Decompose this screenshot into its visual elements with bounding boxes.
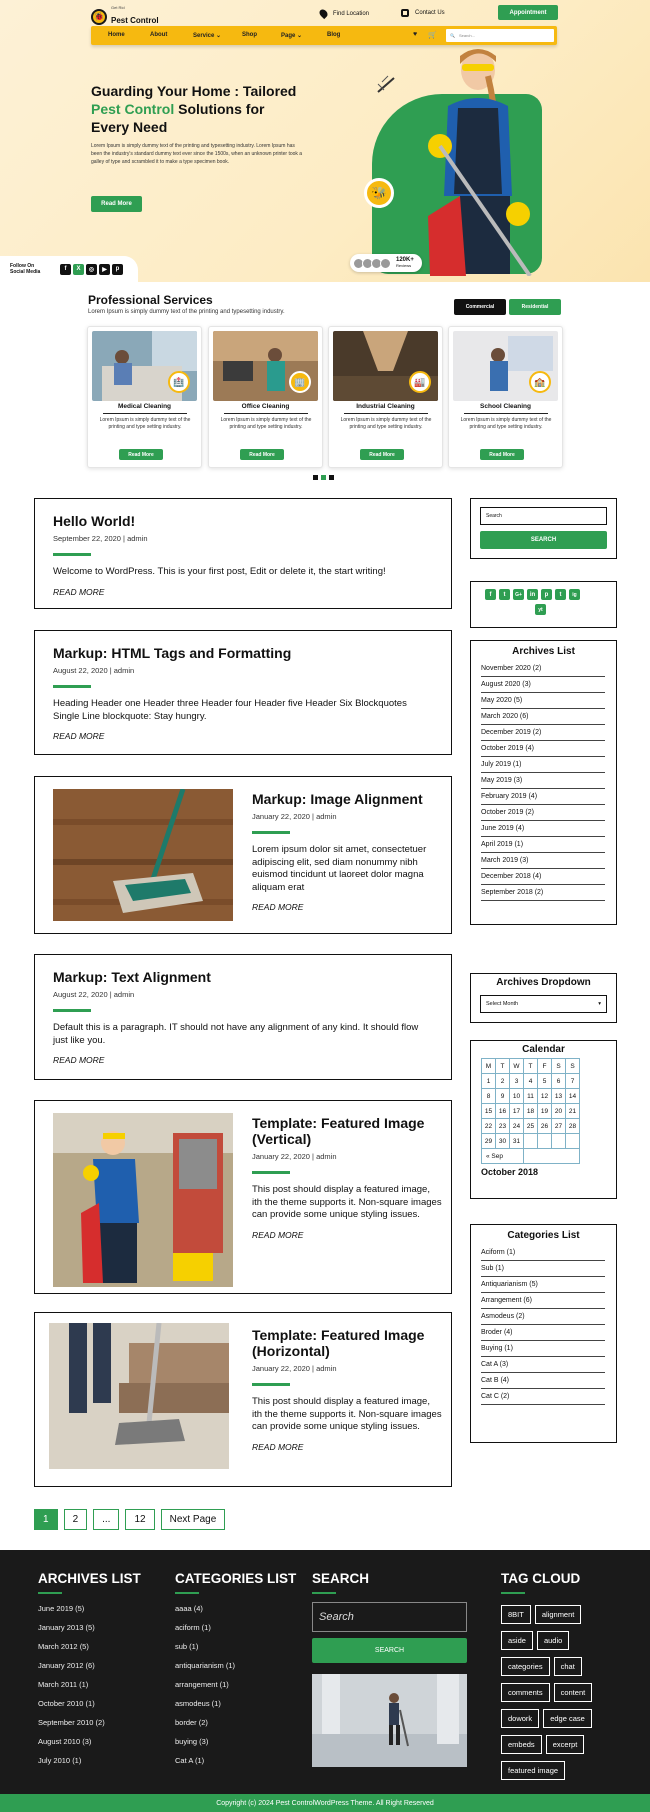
category-link[interactable]: Broder (4) — [481, 1325, 605, 1341]
chevron-down-icon: ⌄ — [297, 33, 303, 39]
service-card-title: Office Cleaning — [241, 403, 290, 410]
category-link[interactable]: Cat C (2) — [481, 1389, 605, 1405]
footer-search-input[interactable]: Search — [312, 1602, 467, 1632]
calendar-day: 10 — [510, 1089, 524, 1104]
service-card-desc: Lorem Ipsum is simply dummy text of the printing and type setting industry. — [340, 417, 432, 430]
school-icon: 🏫 — [529, 371, 551, 393]
archive-link[interactable]: April 2019 (1) — [481, 837, 605, 853]
service-read-more-button[interactable]: Read More — [119, 449, 163, 460]
archive-link[interactable]: May 2019 (3) — [481, 773, 605, 789]
hero-read-more-button[interactable]: Read More — [91, 196, 142, 212]
service-card-title: School Cleaning — [480, 403, 531, 410]
footer-archives-title: ARCHIVES LIST — [38, 1571, 141, 1586]
pinterest-icon[interactable]: p — [541, 589, 552, 600]
service-card-school — [448, 326, 563, 468]
hero-title-highlight: Pest Control — [91, 101, 175, 117]
footer-divider — [312, 1592, 336, 1594]
post-image-vertical — [53, 1113, 233, 1287]
calendar-day: 14 — [566, 1089, 580, 1104]
tag-link[interactable]: alignment — [535, 1605, 582, 1624]
service-card-office — [208, 326, 323, 468]
reviews-count: 120K+ — [396, 257, 414, 263]
social-icons-row-2 — [535, 604, 546, 615]
footer-cleaning-image — [312, 1674, 467, 1767]
calendar-month: October 2018 — [481, 1167, 539, 1177]
tag-link[interactable]: dowork — [501, 1709, 539, 1728]
sidebar-categories-widget — [470, 1224, 617, 1443]
footer-categories-list — [175, 1604, 296, 1765]
read-more-link[interactable]: READ MORE — [252, 1229, 304, 1240]
building-icon: 🏥 — [168, 371, 190, 393]
carousel-dot-active[interactable] — [321, 475, 326, 480]
post-meta: August 22, 2020 | admin — [53, 666, 135, 675]
service-card-medical — [87, 326, 202, 468]
phone-icon — [401, 9, 409, 17]
footer-category-link[interactable]: antiquarianism (1) — [175, 1661, 236, 1670]
footer-archive-link[interactable]: June 2019 (5) — [38, 1604, 85, 1613]
divider — [464, 413, 548, 414]
archive-link[interactable]: August 2020 (3) — [481, 677, 605, 693]
sidebar-search-input[interactable]: Search — [480, 507, 607, 525]
tag-link[interactable]: aside — [501, 1631, 533, 1650]
divider — [224, 413, 308, 414]
post-title[interactable]: Template: Featured Image (Horizontal) — [252, 1327, 425, 1359]
category-link[interactable]: Buying (1) — [481, 1341, 605, 1357]
footer-archive-link[interactable]: August 2010 (3) — [38, 1737, 92, 1746]
footer-archive-link[interactable]: July 2010 (1) — [38, 1756, 82, 1765]
categories-list — [471, 1245, 616, 1405]
post-excerpt: This post should display a featured image, ith the theme supports it. Non-square images can provide some unique styling issues. — [252, 1396, 442, 1432]
post-meta: January 22, 2020 | admin — [252, 1152, 337, 1161]
footer-tags-title: TAG CLOUD — [501, 1571, 581, 1586]
archive-link[interactable]: October 2019 (4) — [481, 741, 605, 757]
tumblr-icon[interactable]: t — [555, 589, 566, 600]
archives-list — [471, 661, 616, 901]
read-more-link[interactable]: READ MORE — [53, 731, 105, 741]
tag-link[interactable]: featured image — [501, 1761, 565, 1780]
nav-page[interactable] — [281, 32, 302, 39]
footer-category-link[interactable]: sub (1) — [175, 1642, 199, 1651]
page-12-button[interactable]: 12 — [125, 1509, 154, 1530]
twitter-icon[interactable]: t — [499, 589, 510, 600]
pagination — [34, 1509, 225, 1530]
avatar — [380, 258, 391, 269]
category-link[interactable]: Aciform (1) — [481, 1245, 605, 1261]
read-more-link[interactable]: READ MORE — [252, 1441, 304, 1452]
footer-category-link[interactable]: aaaa (4) — [175, 1604, 203, 1613]
categories-title: Categories List — [507, 1230, 580, 1241]
calendar-weekday: F — [538, 1059, 552, 1074]
footer-divider — [501, 1592, 525, 1594]
post-card — [34, 1100, 452, 1294]
read-more-link[interactable]: READ MORE — [53, 586, 105, 597]
divider — [103, 413, 187, 414]
calendar-day: 27 — [552, 1119, 566, 1134]
linkedin-icon[interactable]: in — [527, 589, 538, 600]
nav-page-label: Page — [281, 33, 296, 39]
calendar-weekday: M — [482, 1059, 496, 1074]
calendar-day: 28 — [566, 1119, 580, 1134]
calendar-weekday: S — [566, 1059, 580, 1074]
copyright-bar: Copyright (c) 2024 Pest ControlWordPress Theme. All Right Reserved — [0, 1794, 650, 1812]
calendar-day: 23 — [496, 1119, 510, 1134]
calendar-day: 7 — [566, 1074, 580, 1089]
archives-title: Archives List — [512, 646, 575, 657]
post-title[interactable]: Markup: HTML Tags and Formatting — [53, 645, 292, 661]
calendar-day — [552, 1134, 566, 1149]
calendar-day: 30 — [496, 1134, 510, 1149]
post-image-horizontal — [49, 1323, 229, 1469]
read-more-link[interactable]: READ MORE — [252, 902, 304, 912]
nav-service[interactable] — [193, 32, 221, 39]
sidebar-search-widget — [470, 498, 617, 559]
youtube-icon[interactable]: ▶ — [99, 264, 110, 275]
post-excerpt: Lorem ipsum dolor sit amet, consectetuer adipiscing elit, sed diam nonummy nibh euismod tincidunt ut laoreet dolor magna aliquam erat — [252, 844, 427, 893]
post-card — [34, 498, 452, 609]
category-link[interactable]: Cat A (3) — [481, 1357, 605, 1373]
search-icon: 🔍 — [450, 33, 455, 38]
hero-section — [0, 0, 650, 282]
chevron-down-icon: ⌄ — [216, 33, 222, 39]
footer-category-link[interactable]: arrangement (1) — [175, 1680, 229, 1689]
footer-archive-link[interactable]: January 2013 (5) — [38, 1623, 95, 1632]
calendar-day: 25 — [524, 1119, 538, 1134]
calendar-day: 3 — [510, 1074, 524, 1089]
calendar-day: 13 — [552, 1089, 566, 1104]
page-1-button[interactable]: 1 — [34, 1509, 58, 1530]
hero-title-line2: Solutions for Every Need — [91, 101, 265, 135]
calendar-day: 16 — [496, 1104, 510, 1119]
page-2-button[interactable]: 2 — [64, 1509, 88, 1530]
google-plus-icon[interactable]: G+ — [513, 589, 524, 600]
page-ellipsis: ... — [93, 1509, 119, 1530]
sidebar-archives-widget — [470, 640, 617, 925]
services-title: Professional Services — [88, 293, 213, 307]
sidebar-social-widget — [470, 581, 617, 628]
tag-link[interactable]: chat — [554, 1657, 582, 1676]
service-card-desc: Lorem Ipsum is simply dummy text of the printing and type setting industry. — [220, 417, 312, 430]
cart-icon[interactable]: 🛒 — [428, 32, 437, 39]
footer-divider — [38, 1592, 62, 1594]
hero-title-line1: Guarding Your Home : Tailored — [91, 83, 297, 99]
footer-archive-link[interactable]: October 2010 (1) — [38, 1699, 95, 1708]
category-link[interactable]: Sub (1) — [481, 1261, 605, 1277]
facebook-icon[interactable]: f — [485, 589, 496, 600]
tag-link[interactable]: content — [554, 1683, 593, 1702]
footer-archive-link[interactable]: March 2012 (5) — [38, 1642, 89, 1651]
reviews-badge — [350, 254, 422, 272]
social-icons-row — [485, 589, 580, 600]
category-link[interactable]: Arrangement (6) — [481, 1293, 605, 1309]
post-body — [252, 1115, 442, 1240]
find-location-label: Find Location — [333, 10, 370, 17]
nav-about[interactable]: About — [150, 32, 168, 38]
post-excerpt: Heading Header one Header three Header four Header five Header Six Blockquotes Single Line blockquote: Stay hungry. — [53, 698, 407, 722]
mosquito-icon — [374, 74, 398, 96]
calendar-day: 22 — [482, 1119, 496, 1134]
calendar-weekday: W — [510, 1059, 524, 1074]
tag-link[interactable]: audio — [537, 1631, 569, 1650]
nav-service-label: Service — [193, 33, 215, 39]
footer-search — [312, 1571, 467, 1767]
bug-badge-icon: 🐝 — [364, 178, 394, 208]
post-meta: January 22, 2020 | admin — [252, 812, 337, 821]
caret-down-icon: ▾ — [598, 1001, 601, 1007]
find-location-link[interactable] — [320, 9, 369, 18]
divider — [344, 413, 428, 414]
post-title[interactable]: Template: Featured Image (Vertical) — [252, 1115, 425, 1147]
tag-link[interactable]: categories — [501, 1657, 550, 1676]
footer-search-title: SEARCH — [312, 1571, 370, 1586]
brand-tagline: Get Rid — [111, 5, 125, 10]
footer-category-link[interactable]: border (2) — [175, 1718, 208, 1727]
tab-residential[interactable]: Residential — [509, 299, 561, 315]
archive-link[interactable]: March 2020 (6) — [481, 709, 605, 725]
contact-us-link[interactable] — [401, 9, 445, 17]
post-title[interactable]: Hello World! — [53, 513, 136, 529]
instagram-icon[interactable]: ig — [569, 589, 580, 600]
calendar-day: 6 — [552, 1074, 566, 1089]
post-title[interactable]: Markup: Image Alignment — [252, 791, 423, 807]
archives-dropdown-title: Archives Dropdown — [496, 977, 591, 988]
archive-link[interactable]: June 2019 (4) — [481, 821, 605, 837]
calendar-day: 19 — [538, 1104, 552, 1119]
calendar-prev-link[interactable]: « Sep — [482, 1149, 524, 1164]
calendar-day — [538, 1134, 552, 1149]
archive-link[interactable]: March 2019 (3) — [481, 853, 605, 869]
archive-link[interactable]: May 2020 (5) — [481, 693, 605, 709]
nav-search-input[interactable] — [446, 29, 554, 42]
tag-list — [501, 1604, 621, 1786]
tag-link[interactable]: edge case — [543, 1709, 592, 1728]
archive-link[interactable]: February 2019 (4) — [481, 789, 605, 805]
calendar-day: 12 — [538, 1089, 552, 1104]
footer — [0, 1550, 650, 1794]
carousel-dot[interactable] — [329, 475, 334, 480]
calendar-day: 17 — [510, 1104, 524, 1119]
footer-category-link[interactable]: asmodeus (1) — [175, 1699, 221, 1708]
post-excerpt: This post should display a featured image, ith the theme supports it. Non-square images can provide some unique styling issues. — [252, 1184, 442, 1220]
post-divider — [53, 1009, 91, 1012]
post-body — [252, 1327, 442, 1452]
footer-archives-list — [38, 1604, 141, 1765]
pinterest-icon[interactable]: p — [112, 264, 123, 275]
carousel-dots — [313, 475, 334, 480]
service-card-industrial — [328, 326, 443, 468]
post-meta: August 22, 2020 | admin — [53, 990, 135, 999]
category-link[interactable]: Cat B (4) — [481, 1373, 605, 1389]
calendar-title: Calendar — [522, 1044, 565, 1055]
post-divider — [252, 1171, 290, 1174]
location-pin-icon — [318, 8, 329, 19]
footer-archive-link[interactable]: September 2010 (2) — [38, 1718, 105, 1727]
bug-logo-icon: 🐞 — [91, 9, 107, 25]
factory-icon: 🏭 — [409, 371, 431, 393]
sidebar-search-button[interactable]: SEARCH — [480, 531, 607, 549]
main-nav — [91, 26, 557, 45]
tag-link[interactable]: embeds — [501, 1735, 542, 1754]
calendar-day: 8 — [482, 1089, 496, 1104]
hero-worker-image — [400, 46, 550, 276]
archive-link[interactable]: November 2020 (2) — [481, 661, 605, 677]
calendar-day — [566, 1134, 580, 1149]
contact-us-label: Contact Us — [415, 10, 445, 16]
service-card-title: Medical Cleaning — [117, 403, 172, 410]
post-divider — [252, 1383, 290, 1386]
footer-search-button[interactable]: SEARCH — [312, 1638, 467, 1663]
youtube-icon[interactable]: yt — [535, 604, 546, 615]
service-card-desc: Lorem Ipsum is simply dummy text of the printing and type setting industry. — [99, 417, 191, 430]
calendar-day: 4 — [524, 1074, 538, 1089]
calendar-weekday: S — [552, 1059, 566, 1074]
calendar-day: 29 — [482, 1134, 496, 1149]
brand-logo[interactable] — [91, 5, 159, 28]
calendar-day: 11 — [524, 1089, 538, 1104]
service-read-more-button[interactable]: Read More — [360, 449, 404, 460]
service-read-more-button[interactable]: Read More — [240, 449, 284, 460]
service-read-more-button[interactable]: Read More — [480, 449, 524, 460]
post-card — [34, 1312, 452, 1487]
next-page-button[interactable]: Next Page — [161, 1509, 226, 1530]
post-image-mop — [53, 789, 233, 921]
sidebar-calendar-widget — [470, 1040, 617, 1199]
calendar-day: 1 — [482, 1074, 496, 1089]
category-link[interactable]: Asmodeus (2) — [481, 1309, 605, 1325]
post-excerpt: Default this is a paragraph. IT should not have any alignment of any kind. It should flow just like you. — [53, 1022, 419, 1046]
footer-categories-title: CATEGORIES LIST — [175, 1571, 297, 1586]
appointment-button[interactable]: Appointment — [498, 5, 558, 20]
tag-link[interactable]: comments — [501, 1683, 550, 1702]
post-meta: January 22, 2020 | admin — [252, 1364, 337, 1373]
calendar-day — [524, 1134, 538, 1149]
tab-commercial[interactable]: Commercial — [454, 299, 506, 315]
calendar-day: 5 — [538, 1074, 552, 1089]
nav-search-placeholder: Search... — [458, 33, 475, 38]
archive-link[interactable]: July 2019 (1) — [481, 757, 605, 773]
carousel-dot[interactable] — [313, 475, 318, 480]
footer-categories — [175, 1571, 296, 1765]
post-meta: September 22, 2020 | admin — [53, 534, 148, 543]
footer-archives — [38, 1571, 141, 1765]
service-card-desc: Lorem Ipsum is simply dummy text of the printing and type setting industry. — [460, 417, 552, 430]
sidebar-dropdown-widget — [470, 973, 617, 1023]
calendar-weekday: T — [496, 1059, 510, 1074]
archive-link[interactable]: October 2019 (2) — [481, 805, 605, 821]
calendar-day: 31 — [510, 1134, 524, 1149]
instagram-icon[interactable]: ◎ — [86, 264, 97, 275]
archives-month-select[interactable] — [480, 995, 607, 1013]
facebook-icon[interactable]: f — [60, 264, 71, 275]
calendar-day: 21 — [566, 1104, 580, 1119]
footer-archive-link[interactable]: March 2011 (1) — [38, 1680, 89, 1689]
service-card-title: Industrial Cleaning — [356, 403, 415, 410]
archive-link[interactable]: December 2019 (2) — [481, 725, 605, 741]
follow-label: Follow On Social Media — [10, 263, 41, 275]
hero-lead: Lorem Ipsum is simply dummy text of the printing and typesetting industry. Lorem Ipsum has been the industry's standard dummy text ever since the 1500s, when an unknown printer took a galley of type and scrambled it to make a type specimen book. — [91, 143, 303, 165]
tag-link[interactable]: excerpt — [546, 1735, 585, 1754]
archive-link[interactable]: September 2018 (2) — [481, 885, 605, 901]
archive-link[interactable]: December 2018 (4) — [481, 869, 605, 885]
post-card — [34, 954, 452, 1080]
follow-social-bar — [0, 256, 138, 282]
footer-tag-cloud — [501, 1571, 621, 1786]
services-subtitle: Lorem Ipsum is simply dummy text of the printing and typesetting industry. — [88, 309, 285, 315]
calendar-day: 18 — [524, 1104, 538, 1119]
post-divider — [53, 685, 91, 688]
footer-archive-link[interactable]: January 2012 (6) — [38, 1661, 95, 1670]
post-card — [34, 630, 452, 755]
post-divider — [252, 831, 290, 834]
heart-icon[interactable]: ♥ — [413, 31, 418, 38]
footer-category-link[interactable]: Cat A (1) — [175, 1756, 205, 1765]
calendar-day: 24 — [510, 1119, 524, 1134]
footer-divider — [175, 1592, 199, 1594]
calendar-table — [481, 1058, 580, 1164]
x-twitter-icon[interactable]: X — [73, 264, 84, 275]
footer-category-link[interactable]: buying (3) — [175, 1737, 209, 1746]
read-more-link[interactable]: READ MORE — [53, 1055, 105, 1065]
calendar-day: 2 — [496, 1074, 510, 1089]
office-icon: 🏢 — [289, 371, 311, 393]
nav-shop[interactable]: Shop — [242, 32, 257, 38]
calendar-day: 15 — [482, 1104, 496, 1119]
post-card — [34, 776, 452, 934]
calendar-day: 9 — [496, 1089, 510, 1104]
calendar-day: 20 — [552, 1104, 566, 1119]
calendar-weekday: T — [524, 1059, 538, 1074]
post-title[interactable]: Markup: Text Alignment — [53, 969, 211, 985]
select-value: Select Month — [486, 1001, 519, 1007]
post-body — [252, 791, 442, 912]
post-divider — [53, 553, 91, 556]
calendar-day: 26 — [538, 1119, 552, 1134]
footer-category-link[interactable]: aciform (1) — [175, 1623, 211, 1632]
nav-home[interactable]: Home — [108, 32, 125, 38]
reviews-label: Reviews — [396, 263, 412, 268]
post-excerpt: Welcome to WordPress. This is your first post, Edit or delete it, the start writing! — [53, 566, 386, 577]
brand-name: Pest Control — [111, 16, 159, 25]
nav-blog[interactable]: Blog — [327, 32, 341, 38]
tag-link[interactable]: 8BIT — [501, 1605, 531, 1624]
hero-title — [91, 82, 301, 136]
category-link[interactable]: Antiquarianism (5) — [481, 1277, 605, 1293]
